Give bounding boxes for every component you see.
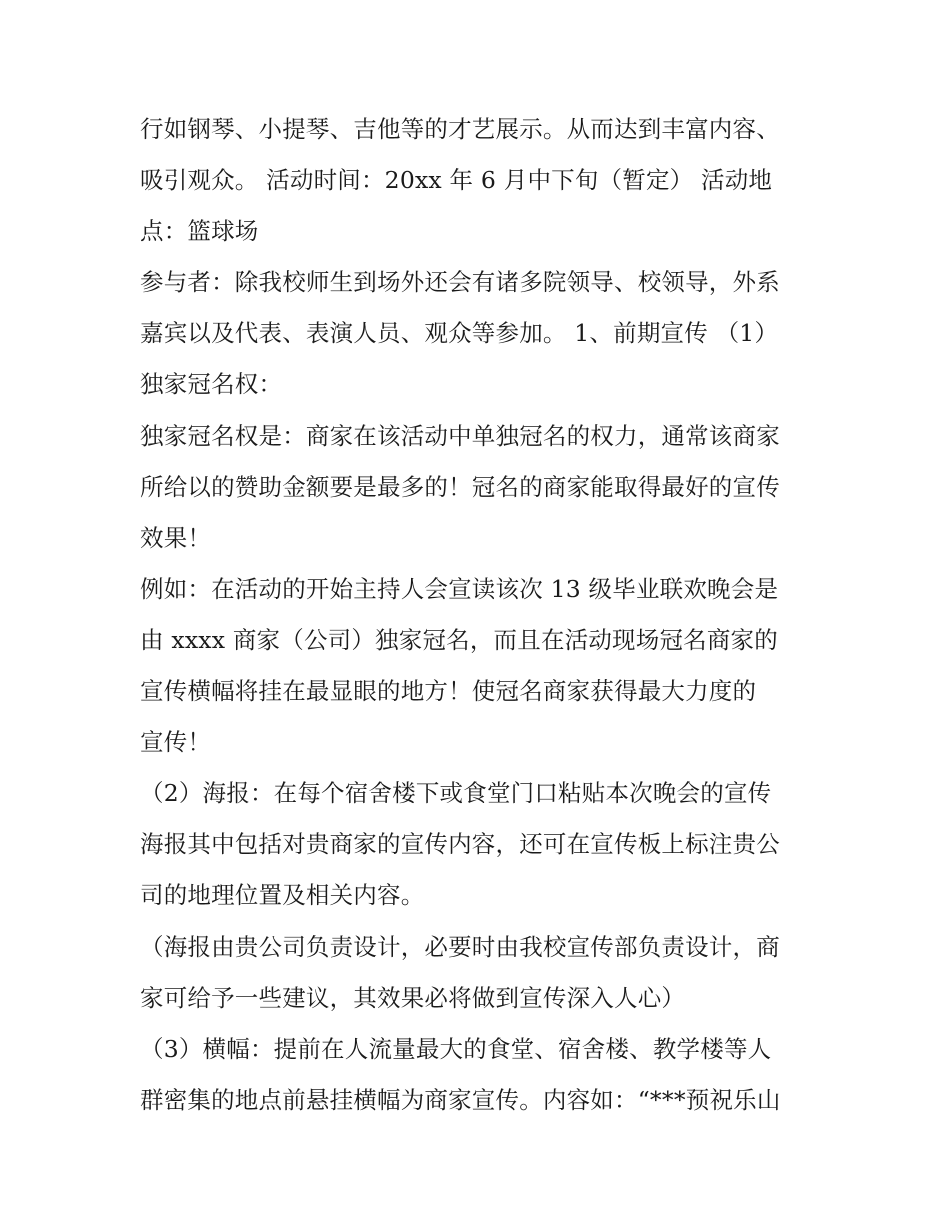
text-line: 行如钢琴、小提琴、吉他等的才艺展示。从而达到丰富内容、 [140, 115, 780, 143]
text-line: 由 xxxx 商家（公司）独家冠名，而且在活动现场冠名商家的 [140, 625, 778, 654]
text-line: （海报由贵公司负责设计，必要时由我校宣传部负责设计，商 [140, 932, 780, 961]
text-line: 例如：在活动的开始主持人会宣读该次 13 级毕业联欢晚会是 [140, 574, 779, 603]
text-line: （2）海报：在每个宿舍楼下或食堂门口粘贴本次晚会的宣传 [140, 779, 772, 808]
text-line: 海报其中包括对贵商家的宣传内容，还可在宣传板上标注贵公 [140, 830, 780, 859]
text-line: 独家冠名权： [140, 370, 283, 399]
text-line: 嘉宾以及代表、表演人员、观众等参加。 1、前期宣传 （1） [140, 319, 779, 348]
text-line: （3）横幅：提前在人流量最大的食堂、宿舍楼、教学楼等人 [140, 1034, 772, 1063]
text-line: 司的地理位置及相关内容。 [140, 881, 425, 910]
text-line: 宣传横幅将挂在最显眼的地方！使冠名商家获得最大力度的 [140, 677, 757, 706]
text-line: 群密集的地点前悬挂横幅为商家宣传。内容如：“***预祝乐山 [140, 1085, 781, 1114]
text-line: 宣传！ [140, 728, 212, 757]
text-line: 所给以的赞助金额要是最多的！冠名的商家能取得最好的宣传 [140, 472, 780, 501]
text-line: 效果！ [140, 523, 212, 552]
body-text [140, 104, 830, 1126]
text-line: 点：篮球场 [140, 217, 259, 246]
text-line: 吸引观众。 活动时间：20xx 年 6 月中下旬（暂定） 活动地 [140, 166, 773, 195]
text-line: 独家冠名权是：商家在该活动中单独冠名的权力，通常该商家 [140, 421, 780, 450]
text-line: 家可给予一些建议，其效果必将做到宣传深入人心） [140, 983, 686, 1012]
text-line: 参与者：除我校师生到场外还会有诸多院领导、校领导，外系 [140, 268, 780, 297]
